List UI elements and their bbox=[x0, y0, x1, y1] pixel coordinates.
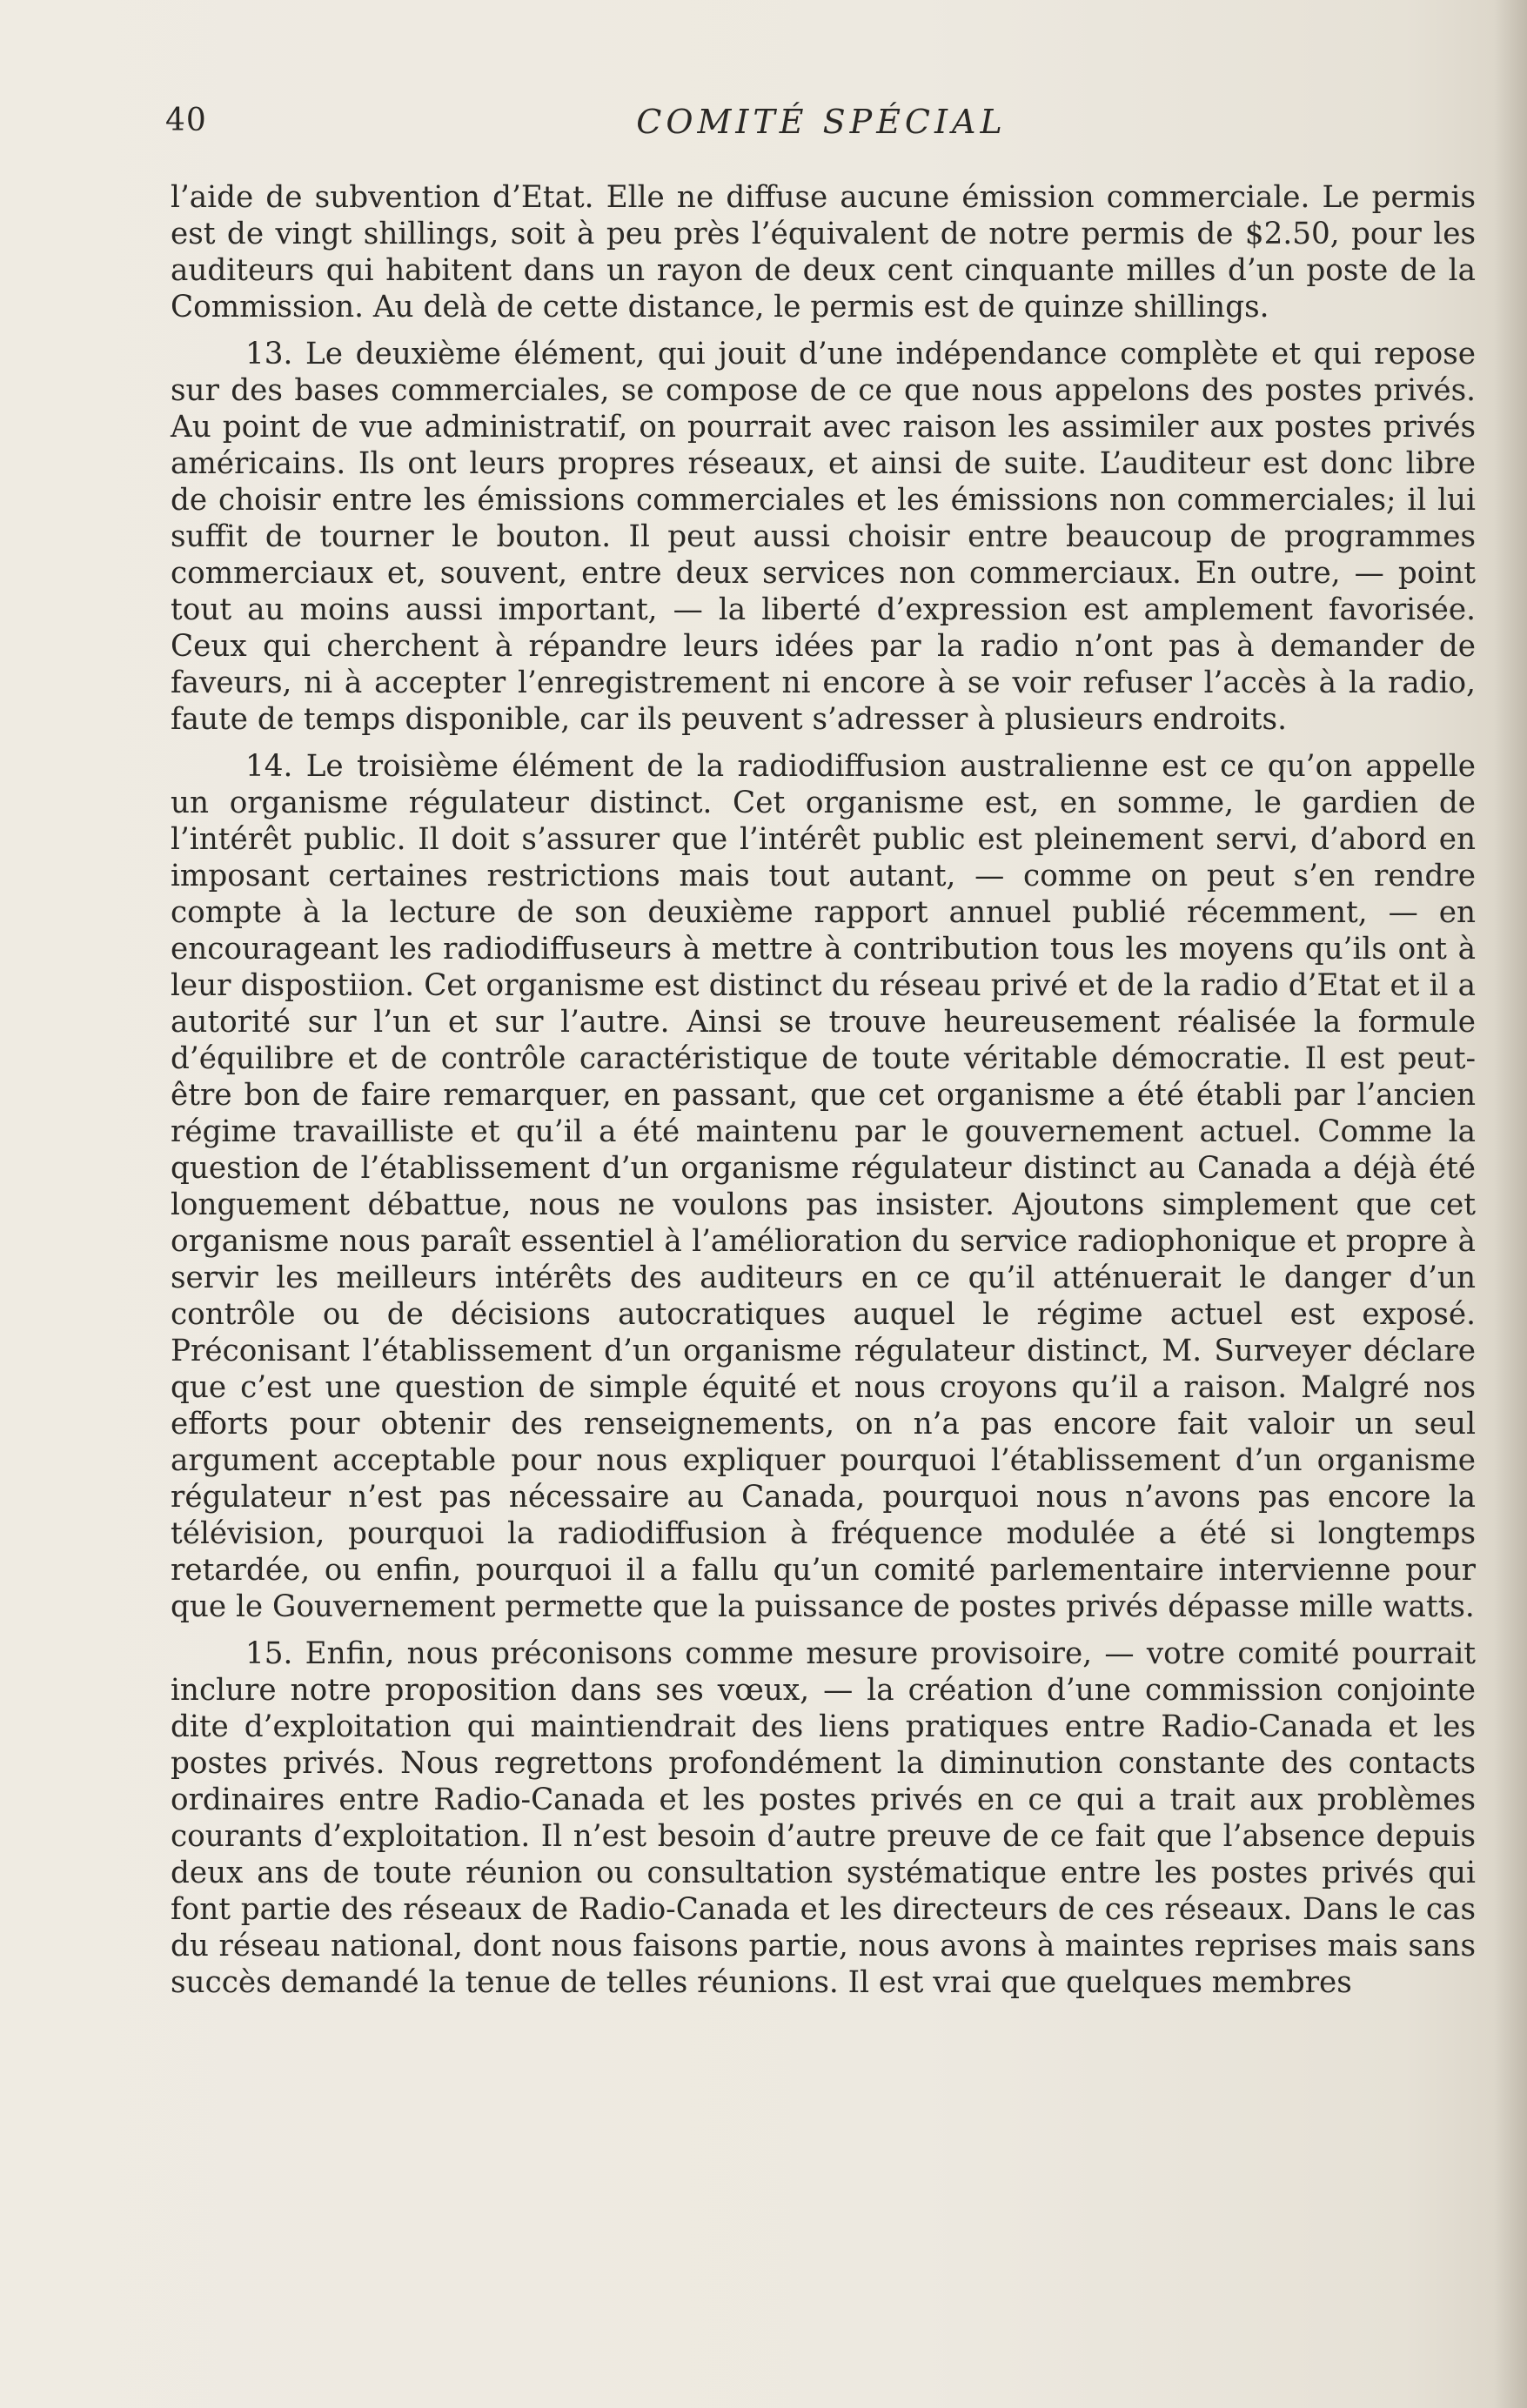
paragraph-14: 14. Le troisième élément de la radiodiffusion australienne est ce qu’on appelle un organisme régulateur distinct. Cet organisme est, en somme, le gardien de l’intérêt public. Il doit s’assurer que l’intérêt public est pleinement servi, d’abord en imposant certaines restrictions mais tout autant, — comme on peut s’en rendre compte à la lecture de son deuxième rapport annuel publié récemment, — en encourageant les radiodiffuseurs à mettre à contribution tous les moyens qu’ils ont à leur dispostiion. Cet organisme est distinct du réseau privé et de la radio d’Etat et il a autorité sur l’un et sur l’autre. Ainsi se trouve heureusement réalisée la formule d’équilibre et de contrôle caractéristique de toute véritable démocratie. Il est peut-être bon de faire remarquer, en passant, que cet organisme a été établi par l’ancien régime travailliste et qu’il a été maintenu par le gouvernement actuel. Comme la question de l’établissement d’un organisme régulateur distinct au Canada a déjà été longuement débattue, nous ne voulons pas insister. Ajoutons simplement que cet organisme nous paraît essentiel à l’amélioration du service radiophonique et propre à servir les meilleurs intérêts des auditeurs en ce qu’il atténuerait le danger d’un contrôle ou de décisions autocratiques auquel le régime actuel est exposé. Préconisant l’établissement d’un organisme régulateur distinct, M. Surveyer déclare que c’est une question de simple équité et nous croyons qu’il a raison. Malgré nos efforts pour obtenir des renseignements, on n’a pas encore fait valoir un seul argument acceptable pour nous expliquer pourquoi l’établissement d’un organisme régulateur n’est pas nécessaire au Canada, pourquoi nous n’avons pas encore la télévision, pourquoi la radiodiffusion à fréquence modulée a été si longtemps retardée, ou enfin, pourquoi il a fallu qu’un comité parlementaire intervienne pour que le Gouvernement permette que la puissance de postes privés dépasse mille watts. bbox=[171, 749, 1476, 1624]
paragraph-15: 15. Enfin, nous préconisons comme mesure provisoire, — votre comité pourrait inclure notre proposition dans ses vœux, — la création d’une commission conjointe dite d’exploitation qui maintiendrait des liens pratiques entre Radio-Canada et les postes privés. Nous regrettons profondément la diminution constante des contacts ordinaires entre Radio-Canada et les postes privés en ce qui a trait aux problèmes courants d’exploitation. Il n’est besoin d’autre preuve de ce fait que l’absence depuis deux ans de toute réunion ou consultation systématique entre les postes privés qui font partie des réseaux de Radio-Canada et les directeurs de ces réseaux. Dans le cas du réseau national, dont nous faisons partie, nous avons à maintes reprises mais sans succès demandé la tenue de telles réunions. Il est vrai que quelques membres bbox=[171, 1636, 1476, 2000]
body-text bbox=[171, 179, 1476, 2001]
paragraph-13: 13. Le deuxième élément, qui jouit d’une indépendance complète et qui repose sur des bases commerciales, se compose de ce que nous appelons des postes privés. Au point de vue administratif, on pourrait avec raison les assimiler aux postes privés américains. Ils ont leurs propres réseaux, et ainsi de suite. L’auditeur est donc libre de choisir entre les émissions commerciales et les émissions non commerciales; il lui suffit de tourner le bouton. Il peut aussi choisir entre beaucoup de programmes commerciaux et, souvent, entre deux services non commerciaux. En outre, — point tout au moins aussi important, — la liberté d’expression est amplement favorisée. Ceux qui cherchent à répandre leurs idées par la radio n’ont pas à demander de faveurs, ni à accepter l’enregistrement ni encore à se voir refuser l’accès à la radio, faute de temps disponible, car ils peuvent s’adresser à plusieurs endroits. bbox=[171, 337, 1476, 737]
page-header bbox=[165, 103, 1477, 155]
page-edge-shadow bbox=[1494, 0, 1527, 2408]
page-number: 40 bbox=[165, 103, 207, 138]
running-title: COMITÉ SPÉCIAL bbox=[636, 103, 1007, 141]
paragraph-continuation: l’aide de subvention d’Etat. Elle ne diffuse aucune émission commerciale. Le permis est de vingt shillings, soit à peu près l’équivalent de notre permis de $2.50, pour les auditeurs qui habitent dans un rayon de deux cent cinquante milles d’un poste de la Commission. Au delà de cette distance, le permis est de quinze shillings. bbox=[171, 180, 1476, 324]
